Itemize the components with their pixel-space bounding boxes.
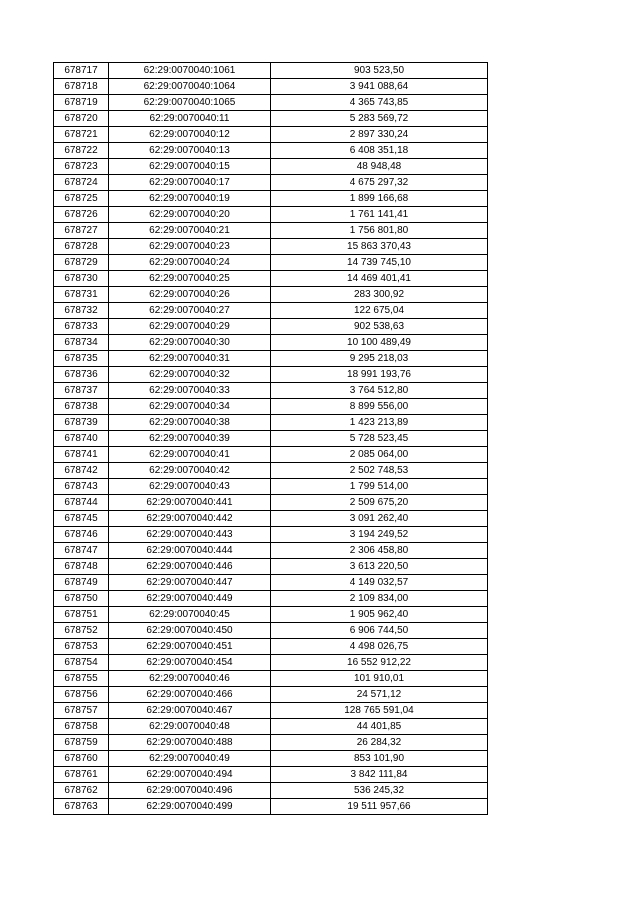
row-number-cell: 678749 xyxy=(54,575,109,591)
cadastral-number-cell: 62:29:0070040:1065 xyxy=(109,95,271,111)
cadastral-number-cell: 62:29:0070040:46 xyxy=(109,671,271,687)
cadastral-value-cell: 3 613 220,50 xyxy=(271,559,488,575)
cadastral-number-cell: 62:29:0070040:17 xyxy=(109,175,271,191)
cadastral-value-cell: 101 910,01 xyxy=(271,671,488,687)
table-row xyxy=(54,735,488,751)
cadastral-number-cell: 62:29:0070040:45 xyxy=(109,607,271,623)
cadastral-value-cell: 6 408 351,18 xyxy=(271,143,488,159)
row-number-cell: 678745 xyxy=(54,511,109,527)
table-row xyxy=(54,527,488,543)
row-number-cell: 678727 xyxy=(54,223,109,239)
table-body xyxy=(54,63,488,815)
cadastral-number-cell: 62:29:0070040:12 xyxy=(109,127,271,143)
cadastral-value-cell: 6 906 744,50 xyxy=(271,623,488,639)
table-row xyxy=(54,335,488,351)
table-row xyxy=(54,591,488,607)
cadastral-number-cell: 62:29:0070040:11 xyxy=(109,111,271,127)
cadastral-number-cell: 62:29:0070040:32 xyxy=(109,367,271,383)
table-row xyxy=(54,479,488,495)
table-row xyxy=(54,175,488,191)
cadastral-value-cell: 2 109 834,00 xyxy=(271,591,488,607)
cadastral-number-cell: 62:29:0070040:42 xyxy=(109,463,271,479)
cadastral-value-cell: 16 552 912,22 xyxy=(271,655,488,671)
cadastral-number-cell: 62:29:0070040:26 xyxy=(109,287,271,303)
cadastral-value-cell: 24 571,12 xyxy=(271,687,488,703)
cadastral-value-cell: 3 764 512,80 xyxy=(271,383,488,399)
table-row xyxy=(54,79,488,95)
cadastral-number-cell: 62:29:0070040:441 xyxy=(109,495,271,511)
cadastral-number-cell: 62:29:0070040:29 xyxy=(109,319,271,335)
row-number-cell: 678750 xyxy=(54,591,109,607)
row-number-cell: 678731 xyxy=(54,287,109,303)
row-number-cell: 678724 xyxy=(54,175,109,191)
row-number-cell: 678726 xyxy=(54,207,109,223)
table-row xyxy=(54,95,488,111)
row-number-cell: 678746 xyxy=(54,527,109,543)
cadastral-value-cell: 14 469 401,41 xyxy=(271,271,488,287)
table-row xyxy=(54,207,488,223)
cadastral-value-cell: 1 423 213,89 xyxy=(271,415,488,431)
row-number-cell: 678722 xyxy=(54,143,109,159)
table-row xyxy=(54,431,488,447)
cadastral-number-cell: 62:29:0070040:1061 xyxy=(109,63,271,79)
cadastral-value-cell: 3 941 088,64 xyxy=(271,79,488,95)
row-number-cell: 678719 xyxy=(54,95,109,111)
cadastral-number-cell: 62:29:0070040:41 xyxy=(109,447,271,463)
cadastral-number-cell: 62:29:0070040:447 xyxy=(109,575,271,591)
row-number-cell: 678740 xyxy=(54,431,109,447)
cadastral-value-cell: 4 365 743,85 xyxy=(271,95,488,111)
cadastral-value-cell: 19 511 957,66 xyxy=(271,799,488,815)
table-row xyxy=(54,447,488,463)
cadastral-number-cell: 62:29:0070040:442 xyxy=(109,511,271,527)
cadastral-number-cell: 62:29:0070040:20 xyxy=(109,207,271,223)
table-row xyxy=(54,751,488,767)
cadastral-value-cell: 26 284,32 xyxy=(271,735,488,751)
cadastral-value-cell: 2 509 675,20 xyxy=(271,495,488,511)
cadastral-value-cell: 536 245,32 xyxy=(271,783,488,799)
cadastral-value-cell: 5 283 569,72 xyxy=(271,111,488,127)
cadastral-number-cell: 62:29:0070040:49 xyxy=(109,751,271,767)
cadastral-number-cell: 62:29:0070040:443 xyxy=(109,527,271,543)
row-number-cell: 678733 xyxy=(54,319,109,335)
cadastral-number-cell: 62:29:0070040:23 xyxy=(109,239,271,255)
cadastral-number-cell: 62:29:0070040:48 xyxy=(109,719,271,735)
cadastral-number-cell: 62:29:0070040:21 xyxy=(109,223,271,239)
cadastral-value-cell: 128 765 591,04 xyxy=(271,703,488,719)
table-row xyxy=(54,239,488,255)
cadastral-number-cell: 62:29:0070040:25 xyxy=(109,271,271,287)
cadastral-number-cell: 62:29:0070040:1064 xyxy=(109,79,271,95)
cadastral-value-cell: 3 842 111,84 xyxy=(271,767,488,783)
row-number-cell: 678747 xyxy=(54,543,109,559)
cadastral-value-cell: 2 502 748,53 xyxy=(271,463,488,479)
row-number-cell: 678742 xyxy=(54,463,109,479)
cadastral-value-cell: 283 300,92 xyxy=(271,287,488,303)
table-row xyxy=(54,127,488,143)
table-row xyxy=(54,223,488,239)
cadastral-value-cell: 3 194 249,52 xyxy=(271,527,488,543)
row-number-cell: 678734 xyxy=(54,335,109,351)
table-row xyxy=(54,623,488,639)
table-row xyxy=(54,63,488,79)
cadastral-number-cell: 62:29:0070040:499 xyxy=(109,799,271,815)
row-number-cell: 678720 xyxy=(54,111,109,127)
table-row xyxy=(54,287,488,303)
row-number-cell: 678736 xyxy=(54,367,109,383)
row-number-cell: 678752 xyxy=(54,623,109,639)
cadastral-value-cell: 18 991 193,76 xyxy=(271,367,488,383)
cadastral-number-cell: 62:29:0070040:494 xyxy=(109,767,271,783)
cadastral-value-table xyxy=(53,62,488,815)
table-row xyxy=(54,367,488,383)
cadastral-value-cell: 853 101,90 xyxy=(271,751,488,767)
table-row xyxy=(54,783,488,799)
row-number-cell: 678756 xyxy=(54,687,109,703)
row-number-cell: 678725 xyxy=(54,191,109,207)
table-row xyxy=(54,543,488,559)
row-number-cell: 678718 xyxy=(54,79,109,95)
table-row xyxy=(54,799,488,815)
table-row xyxy=(54,607,488,623)
row-number-cell: 678761 xyxy=(54,767,109,783)
row-number-cell: 678741 xyxy=(54,447,109,463)
cadastral-value-cell: 2 306 458,80 xyxy=(271,543,488,559)
table-row xyxy=(54,639,488,655)
cadastral-value-cell: 9 295 218,03 xyxy=(271,351,488,367)
row-number-cell: 678730 xyxy=(54,271,109,287)
row-number-cell: 678738 xyxy=(54,399,109,415)
row-number-cell: 678758 xyxy=(54,719,109,735)
cadastral-value-cell: 2 897 330,24 xyxy=(271,127,488,143)
cadastral-value-cell: 3 091 262,40 xyxy=(271,511,488,527)
cadastral-number-cell: 62:29:0070040:33 xyxy=(109,383,271,399)
cadastral-number-cell: 62:29:0070040:466 xyxy=(109,687,271,703)
table-row xyxy=(54,191,488,207)
cadastral-value-cell: 2 085 064,00 xyxy=(271,447,488,463)
row-number-cell: 678737 xyxy=(54,383,109,399)
table-row xyxy=(54,687,488,703)
table-row xyxy=(54,159,488,175)
row-number-cell: 678723 xyxy=(54,159,109,175)
row-number-cell: 678744 xyxy=(54,495,109,511)
cadastral-value-cell: 15 863 370,43 xyxy=(271,239,488,255)
row-number-cell: 678743 xyxy=(54,479,109,495)
cadastral-number-cell: 62:29:0070040:451 xyxy=(109,639,271,655)
table-row xyxy=(54,767,488,783)
cadastral-value-cell: 48 948,48 xyxy=(271,159,488,175)
table-row xyxy=(54,303,488,319)
row-number-cell: 678762 xyxy=(54,783,109,799)
cadastral-number-cell: 62:29:0070040:449 xyxy=(109,591,271,607)
table-row xyxy=(54,111,488,127)
row-number-cell: 678754 xyxy=(54,655,109,671)
cadastral-number-cell: 62:29:0070040:496 xyxy=(109,783,271,799)
cadastral-value-cell: 1 756 801,80 xyxy=(271,223,488,239)
cadastral-number-cell: 62:29:0070040:467 xyxy=(109,703,271,719)
cadastral-number-cell: 62:29:0070040:444 xyxy=(109,543,271,559)
row-number-cell: 678755 xyxy=(54,671,109,687)
row-number-cell: 678729 xyxy=(54,255,109,271)
cadastral-number-cell: 62:29:0070040:13 xyxy=(109,143,271,159)
row-number-cell: 678728 xyxy=(54,239,109,255)
table-row xyxy=(54,463,488,479)
table-row xyxy=(54,143,488,159)
cadastral-number-cell: 62:29:0070040:34 xyxy=(109,399,271,415)
row-number-cell: 678751 xyxy=(54,607,109,623)
table-row xyxy=(54,415,488,431)
cadastral-number-cell: 62:29:0070040:488 xyxy=(109,735,271,751)
row-number-cell: 678757 xyxy=(54,703,109,719)
row-number-cell: 678748 xyxy=(54,559,109,575)
table-row xyxy=(54,655,488,671)
row-number-cell: 678763 xyxy=(54,799,109,815)
row-number-cell: 678759 xyxy=(54,735,109,751)
cadastral-number-cell: 62:29:0070040:39 xyxy=(109,431,271,447)
row-number-cell: 678717 xyxy=(54,63,109,79)
cadastral-value-cell: 4 149 032,57 xyxy=(271,575,488,591)
table-row xyxy=(54,703,488,719)
cadastral-number-cell: 62:29:0070040:38 xyxy=(109,415,271,431)
cadastral-value-cell: 4 498 026,75 xyxy=(271,639,488,655)
table-row xyxy=(54,495,488,511)
cadastral-value-cell: 122 675,04 xyxy=(271,303,488,319)
cadastral-value-cell: 14 739 745,10 xyxy=(271,255,488,271)
cadastral-number-cell: 62:29:0070040:19 xyxy=(109,191,271,207)
cadastral-value-cell: 903 523,50 xyxy=(271,63,488,79)
cadastral-number-cell: 62:29:0070040:30 xyxy=(109,335,271,351)
table-row xyxy=(54,255,488,271)
row-number-cell: 678721 xyxy=(54,127,109,143)
cadastral-value-cell: 4 675 297,32 xyxy=(271,175,488,191)
row-number-cell: 678753 xyxy=(54,639,109,655)
table-row xyxy=(54,383,488,399)
table-row xyxy=(54,559,488,575)
table-row xyxy=(54,671,488,687)
row-number-cell: 678760 xyxy=(54,751,109,767)
cadastral-value-cell: 1 899 166,68 xyxy=(271,191,488,207)
cadastral-value-cell: 1 761 141,41 xyxy=(271,207,488,223)
cadastral-number-cell: 62:29:0070040:31 xyxy=(109,351,271,367)
table-row xyxy=(54,511,488,527)
cadastral-value-cell: 8 899 556,00 xyxy=(271,399,488,415)
cadastral-number-cell: 62:29:0070040:450 xyxy=(109,623,271,639)
cadastral-number-cell: 62:29:0070040:43 xyxy=(109,479,271,495)
cadastral-value-cell: 902 538,63 xyxy=(271,319,488,335)
cadastral-number-cell: 62:29:0070040:24 xyxy=(109,255,271,271)
cadastral-number-cell: 62:29:0070040:27 xyxy=(109,303,271,319)
row-number-cell: 678735 xyxy=(54,351,109,367)
table-row xyxy=(54,351,488,367)
cadastral-number-cell: 62:29:0070040:454 xyxy=(109,655,271,671)
cadastral-number-cell: 62:29:0070040:15 xyxy=(109,159,271,175)
table-row xyxy=(54,271,488,287)
cadastral-value-cell: 1 905 962,40 xyxy=(271,607,488,623)
cadastral-number-cell: 62:29:0070040:446 xyxy=(109,559,271,575)
cadastral-value-cell: 10 100 489,49 xyxy=(271,335,488,351)
table-row xyxy=(54,319,488,335)
table-row xyxy=(54,399,488,415)
row-number-cell: 678732 xyxy=(54,303,109,319)
table-row xyxy=(54,575,488,591)
table-row xyxy=(54,719,488,735)
cadastral-value-cell: 44 401,85 xyxy=(271,719,488,735)
row-number-cell: 678739 xyxy=(54,415,109,431)
cadastral-value-cell: 1 799 514,00 xyxy=(271,479,488,495)
cadastral-value-cell: 5 728 523,45 xyxy=(271,431,488,447)
